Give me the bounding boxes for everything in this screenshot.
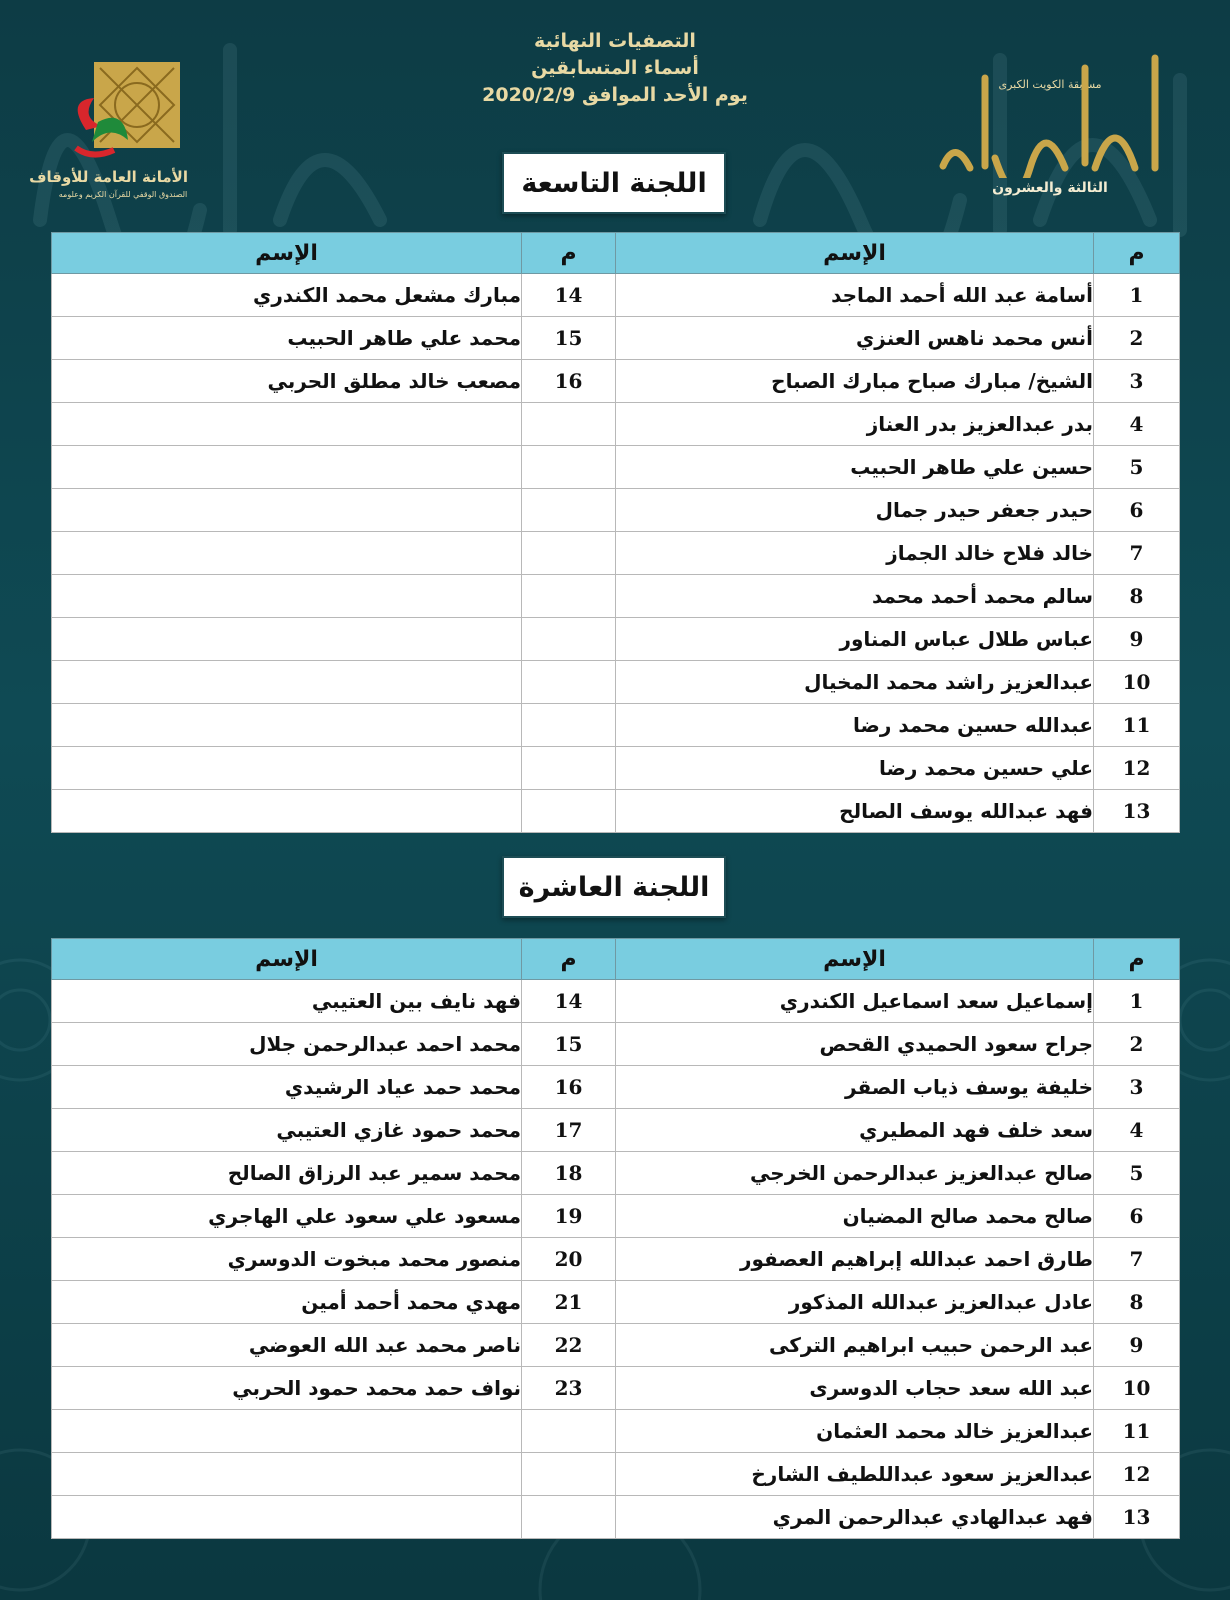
entry-name: فهد عبدالله يوسف الصالح [616,790,1094,833]
entry-number: 19 [522,1195,616,1238]
entry-number: 2 [1094,1023,1180,1066]
entry-number: 21 [522,1281,616,1324]
entry-number: 4 [1094,403,1180,446]
column-header-name: الإسم [616,939,1094,980]
entry-number [522,446,616,489]
entry-number [522,790,616,833]
entry-number: 13 [1094,790,1180,833]
table-header-row [52,233,1180,274]
committee-9-table [51,232,1180,833]
entry-number [522,532,616,575]
table-row [52,1195,1180,1238]
entry-number: 11 [1094,704,1180,747]
entry-number: 2 [1094,317,1180,360]
entry-name [52,704,522,747]
entry-number: 18 [522,1152,616,1195]
entry-name: خليفة يوسف ذياب الصقر [616,1066,1094,1109]
table-row [52,980,1180,1023]
header-line-date: يوم الأحد الموافق 2020/2/9 [482,84,748,106]
entry-name: أسامة عبد الله أحمد الماجد [616,274,1094,317]
entry-number [522,489,616,532]
entry-name: سالم محمد أحمد محمد [616,575,1094,618]
entry-name: عبدالعزيز سعود عبداللطيف الشارخ [616,1453,1094,1496]
committee-10-title: اللجنة العاشرة [502,856,726,918]
column-header-name: الإسم [52,233,522,274]
competition-caption-top: مسابقة الكويت الكبرى [998,78,1102,91]
entry-number: 8 [1094,1281,1180,1324]
entry-number: 22 [522,1324,616,1367]
table-row [52,1023,1180,1066]
entry-name: فهد عبدالهادي عبدالرحمن المري [616,1496,1094,1539]
table-row [52,403,1180,446]
entry-number [522,704,616,747]
committee-9-title: اللجنة التاسعة [502,152,726,214]
entry-number [522,1453,616,1496]
entry-number: 6 [1094,489,1180,532]
entry-name: مهدي محمد أحمد أمين [52,1281,522,1324]
table-row [52,532,1180,575]
entry-name: علي حسين محمد رضا [616,747,1094,790]
competition-logo [935,48,1175,208]
table-row [52,1496,1180,1539]
entry-name: مبارك مشعل محمد الكندري [52,274,522,317]
entry-number: 15 [522,1023,616,1066]
entry-number [522,575,616,618]
entry-name: محمد احمد عبدالرحمن جلال [52,1023,522,1066]
entry-name: صالح عبدالعزيز عبدالرحمن الخرجي [616,1152,1094,1195]
table-row [52,1453,1180,1496]
column-header-name: الإسم [616,233,1094,274]
entry-number: 6 [1094,1195,1180,1238]
table-row [52,747,1180,790]
entry-name [52,1453,522,1496]
entry-name [52,532,522,575]
committee-10-table [51,938,1180,1539]
entry-name: ناصر محمد عبد الله العوضي [52,1324,522,1367]
entry-name: عبد الله سعد حجاب الدوسرى [616,1367,1094,1410]
entry-number [522,661,616,704]
table-row [52,575,1180,618]
entry-number: 9 [1094,1324,1180,1367]
entry-number: 5 [1094,446,1180,489]
entry-number: 9 [1094,618,1180,661]
column-header-name: الإسم [52,939,522,980]
entry-number [522,618,616,661]
entry-number: 3 [1094,360,1180,403]
entry-name: سعد خلف فهد المطيري [616,1109,1094,1152]
entry-number: 14 [522,274,616,317]
entry-name: محمد حمود غازي العتيبي [52,1109,522,1152]
entry-number [522,1410,616,1453]
entry-name: فهد نايف بين العتيبي [52,980,522,1023]
entry-number: 11 [1094,1410,1180,1453]
entry-name [52,1410,522,1453]
entry-name [52,747,522,790]
entry-number: 14 [522,980,616,1023]
header-line-contestants: أسماء المتسابقين [531,57,699,79]
entry-number: 20 [522,1238,616,1281]
entry-number [522,403,616,446]
entry-name: عبدالله حسين محمد رضا [616,704,1094,747]
column-header-number: م [522,939,616,980]
entry-name [52,489,522,532]
entry-number: 23 [522,1367,616,1410]
table-row [52,274,1180,317]
table-header-row [52,939,1180,980]
entry-number [522,747,616,790]
column-header-number: م [1094,233,1180,274]
entry-name [52,403,522,446]
entry-name: عباس طلال عباس المناور [616,618,1094,661]
entry-name [52,1496,522,1539]
entry-name [52,790,522,833]
entry-name: حيدر جعفر حيدر جمال [616,489,1094,532]
entry-name: خالد فلاح خالد الجماز [616,532,1094,575]
entry-name: طارق احمد عبدالله إبراهيم العصفور [616,1238,1094,1281]
entry-number: 7 [1094,1238,1180,1281]
entry-name: محمد حمد عياد الرشيدي [52,1066,522,1109]
table-row [52,1109,1180,1152]
entry-name: أنس محمد ناهس العنزي [616,317,1094,360]
column-header-number: م [1094,939,1180,980]
entry-name [52,575,522,618]
entry-number: 8 [1094,575,1180,618]
entry-number: 10 [1094,1367,1180,1410]
entry-name: حسين علي طاهر الحبيب [616,446,1094,489]
entry-number: 12 [1094,1453,1180,1496]
entry-name [52,661,522,704]
entry-number: 5 [1094,1152,1180,1195]
entry-number: 3 [1094,1066,1180,1109]
entry-name [52,446,522,489]
table-row [52,1152,1180,1195]
table-row [52,790,1180,833]
entry-number: 4 [1094,1109,1180,1152]
table-row [52,661,1180,704]
entry-name: عبد الرحمن حبيب ابراهيم التركى [616,1324,1094,1367]
entry-name: محمد سمير عبد الرزاق الصالح [52,1152,522,1195]
entry-name: الشيخ/ مبارك صباح مبارك الصباح [616,360,1094,403]
competition-caption-sub: الثالثة والعشرون [992,180,1108,196]
entry-number: 15 [522,317,616,360]
entry-number: 17 [522,1109,616,1152]
entry-number: 1 [1094,274,1180,317]
header-line-finals: التصفيات النهائية [534,30,696,52]
table-row [52,446,1180,489]
entry-number: 16 [522,1066,616,1109]
table-row [52,618,1180,661]
awqaf-emblem-icon [58,60,188,175]
entry-number: 1 [1094,980,1180,1023]
table-row [52,1410,1180,1453]
awqaf-caption-sub: الصندوق الوقفي للقرآن الكريم وعلومه [58,190,188,199]
entry-number: 7 [1094,532,1180,575]
entry-name: مصعب خالد مطلق الحربي [52,360,522,403]
calligraphy-emblem-icon [935,48,1175,178]
entry-name: عادل عبدالعزيز عبدالله المذكور [616,1281,1094,1324]
table-row [52,1066,1180,1109]
entry-number: 13 [1094,1496,1180,1539]
entry-name: عبدالعزيز خالد محمد العثمان [616,1410,1094,1453]
entry-name: بدر عبدالعزيز بدر العناز [616,403,1094,446]
entry-number: 10 [1094,661,1180,704]
entry-name: صالح محمد صالح المضيان [616,1195,1094,1238]
entry-name: نواف حمد محمد حمود الحربي [52,1367,522,1410]
entry-name: مسعود علي سعود علي الهاجري [52,1195,522,1238]
entry-name: إسماعيل سعد اسماعيل الكندري [616,980,1094,1023]
entry-name: عبدالعزيز راشد محمد المخيال [616,661,1094,704]
table-row [52,704,1180,747]
table-row [52,317,1180,360]
entry-name: محمد علي طاهر الحبيب [52,317,522,360]
table-row [52,360,1180,403]
entry-number: 16 [522,360,616,403]
awqaf-logo [29,60,188,210]
awqaf-caption-main: الأمانة العامة للأوقاف [29,168,188,186]
entry-name [52,618,522,661]
table-row [52,1324,1180,1367]
table-row [52,1238,1180,1281]
entry-number: 12 [1094,747,1180,790]
table-row [52,1281,1180,1324]
table-row [52,1367,1180,1410]
column-header-number: م [522,233,616,274]
table-row [52,489,1180,532]
entry-name: منصور محمد مبخوت الدوسري [52,1238,522,1281]
entry-number [522,1496,616,1539]
entry-name: جراح سعود الحميدي القحص [616,1023,1094,1066]
